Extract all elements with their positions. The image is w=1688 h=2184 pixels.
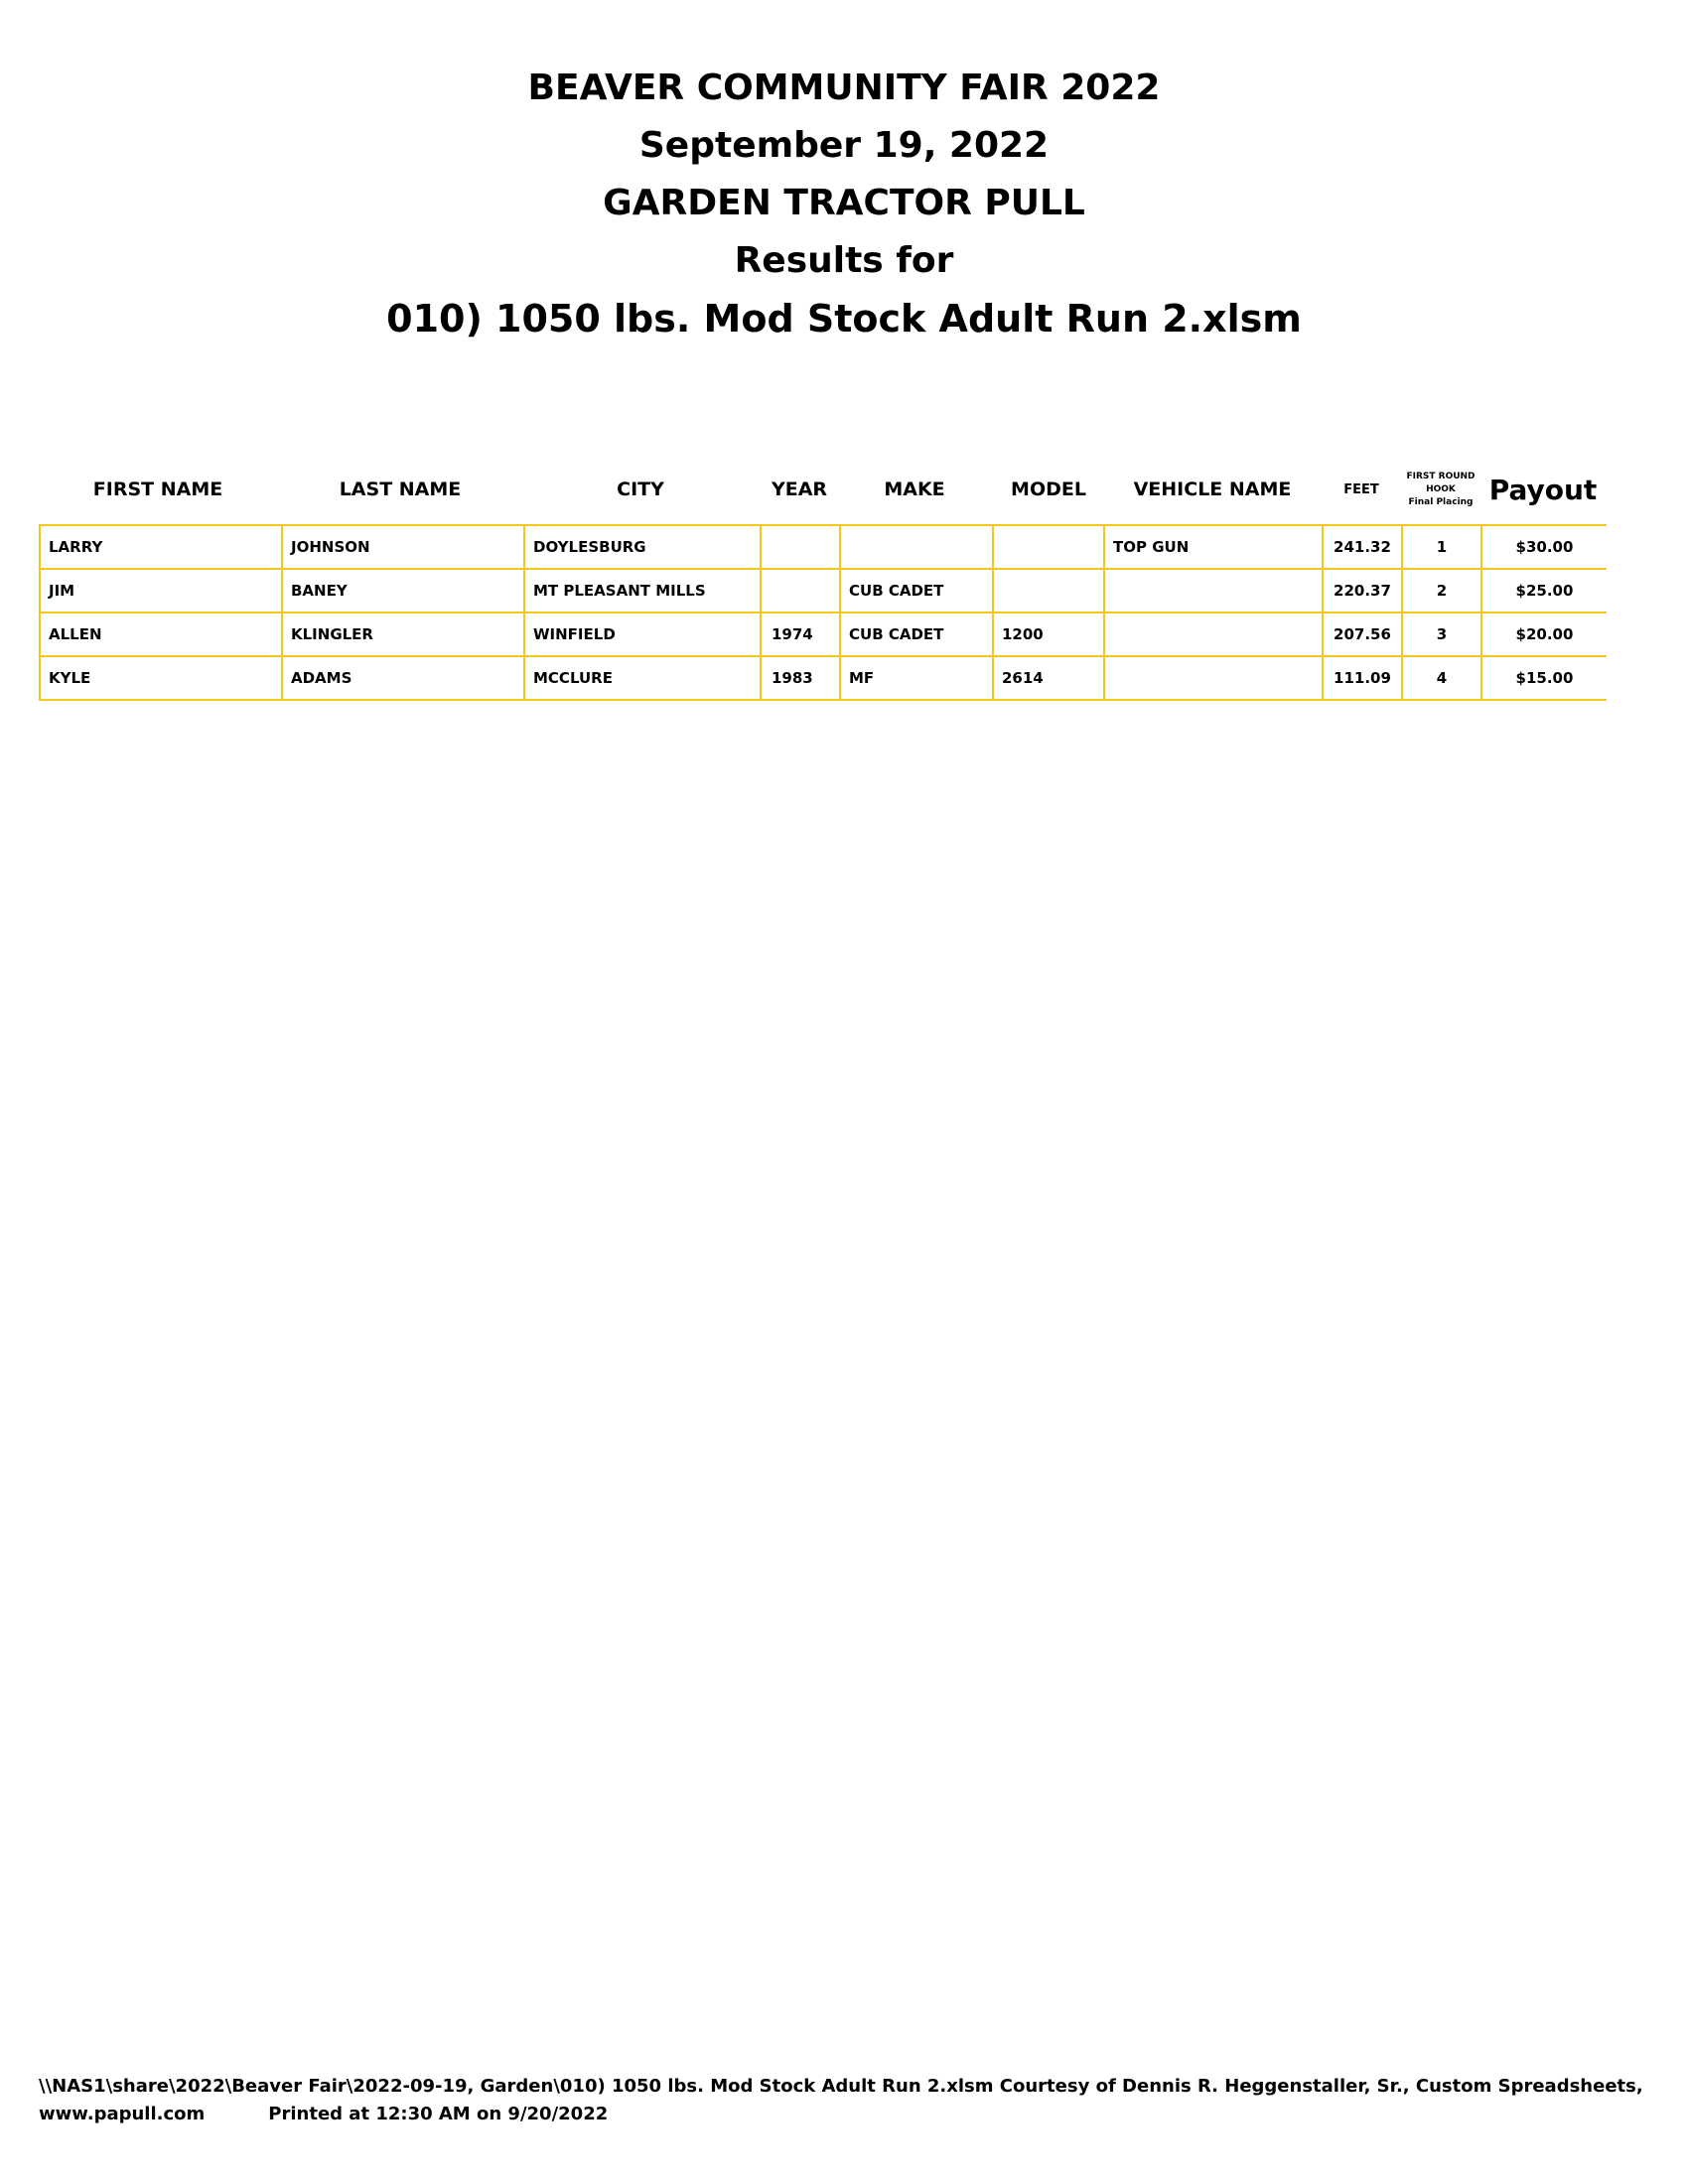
- cell-vehicle-name: TOP GUN: [1104, 525, 1323, 569]
- header-make: MAKE: [884, 478, 945, 500]
- results-table: [39, 524, 1607, 701]
- header-year: YEAR: [771, 478, 828, 500]
- header-hook-final-placing: [1401, 465, 1480, 514]
- header-last-name: LAST NAME: [339, 478, 462, 500]
- header-hook-line1: FIRST ROUND: [1406, 471, 1476, 481]
- cell-year: 1974: [761, 613, 840, 656]
- cell-first-name: KYLE: [40, 656, 282, 700]
- header-city: CITY: [617, 478, 664, 500]
- cell-city: MCCLURE: [524, 656, 761, 700]
- cell-place: 1: [1402, 525, 1481, 569]
- cell-feet: 111.09: [1323, 656, 1402, 700]
- cell-place: 3: [1402, 613, 1481, 656]
- header-hook-line2: HOOK: [1426, 483, 1456, 494]
- fair-title: BEAVER COMMUNITY FAIR 2022: [527, 68, 1161, 108]
- cell-make: [840, 525, 993, 569]
- footer-second-line: [39, 2101, 1667, 2128]
- event-name: GARDEN TRACTOR PULL: [603, 183, 1085, 223]
- cell-year: [761, 525, 840, 569]
- cell-first-name: LARRY: [40, 525, 282, 569]
- header-vehicle-name: VEHICLE NAME: [1133, 478, 1292, 500]
- cell-feet: 241.32: [1323, 525, 1402, 569]
- cell-place: 4: [1402, 656, 1481, 700]
- table-row: [40, 569, 1607, 613]
- cell-first-name: ALLEN: [40, 613, 282, 656]
- cell-city: WINFIELD: [524, 613, 761, 656]
- table-row: [40, 656, 1607, 700]
- event-date: September 19, 2022: [638, 125, 1050, 166]
- cell-make: CUB CADET: [840, 569, 993, 613]
- cell-model: 1200: [993, 613, 1104, 656]
- footer-file-path: \\NAS1\share\2022\Beaver Fair\2022-09-19, Garden\010) 1050 lbs. Mod Stock Adult Run 2.xlsm Courtesy of Dennis R. Heggenstaller, Sr., Custom Spreadsheets,: [39, 2076, 1643, 2097]
- cell-model: [993, 525, 1104, 569]
- table-row: [40, 613, 1607, 656]
- cell-payout: $25.00: [1481, 569, 1607, 613]
- cell-feet: 207.56: [1323, 613, 1402, 656]
- cell-make: CUB CADET: [840, 613, 993, 656]
- footer-website: www.papull.com: [39, 2104, 206, 2124]
- table-row: [40, 525, 1607, 569]
- cell-vehicle-name: [1104, 569, 1323, 613]
- cell-first-name: JIM: [40, 569, 282, 613]
- header-hook-line3: Final Placing: [1408, 496, 1474, 507]
- class-file-name: 010) 1050 lbs. Mod Stock Adult Run 2.xlsm: [386, 297, 1302, 341]
- cell-last-name: BANEY: [282, 569, 524, 613]
- cell-city: DOYLESBURG: [524, 525, 761, 569]
- cell-year: 1983: [761, 656, 840, 700]
- page-footer: [39, 2073, 1667, 2128]
- cell-vehicle-name: [1104, 613, 1323, 656]
- header-payout: Payout: [1488, 473, 1598, 506]
- cell-last-name: JOHNSON: [282, 525, 524, 569]
- cell-payout: $15.00: [1481, 656, 1607, 700]
- cell-payout: $20.00: [1481, 613, 1607, 656]
- footer-printed-timestamp: Printed at 12:30 AM on 9/20/2022: [268, 2104, 609, 2124]
- header-first-name: FIRST NAME: [92, 478, 223, 500]
- cell-place: 2: [1402, 569, 1481, 613]
- column-headers: [39, 465, 1608, 514]
- header-feet: FEET: [1343, 481, 1379, 497]
- cell-make: MF: [840, 656, 993, 700]
- cell-payout: $30.00: [1481, 525, 1607, 569]
- cell-model: [993, 569, 1104, 613]
- report-header: [0, 60, 1688, 347]
- results-label: Results for: [734, 240, 954, 281]
- cell-year: [761, 569, 840, 613]
- header-model: MODEL: [1011, 478, 1086, 500]
- cell-feet: 220.37: [1323, 569, 1402, 613]
- cell-last-name: KLINGLER: [282, 613, 524, 656]
- cell-city: MT PLEASANT MILLS: [524, 569, 761, 613]
- cell-last-name: ADAMS: [282, 656, 524, 700]
- cell-model: 2614: [993, 656, 1104, 700]
- cell-vehicle-name: [1104, 656, 1323, 700]
